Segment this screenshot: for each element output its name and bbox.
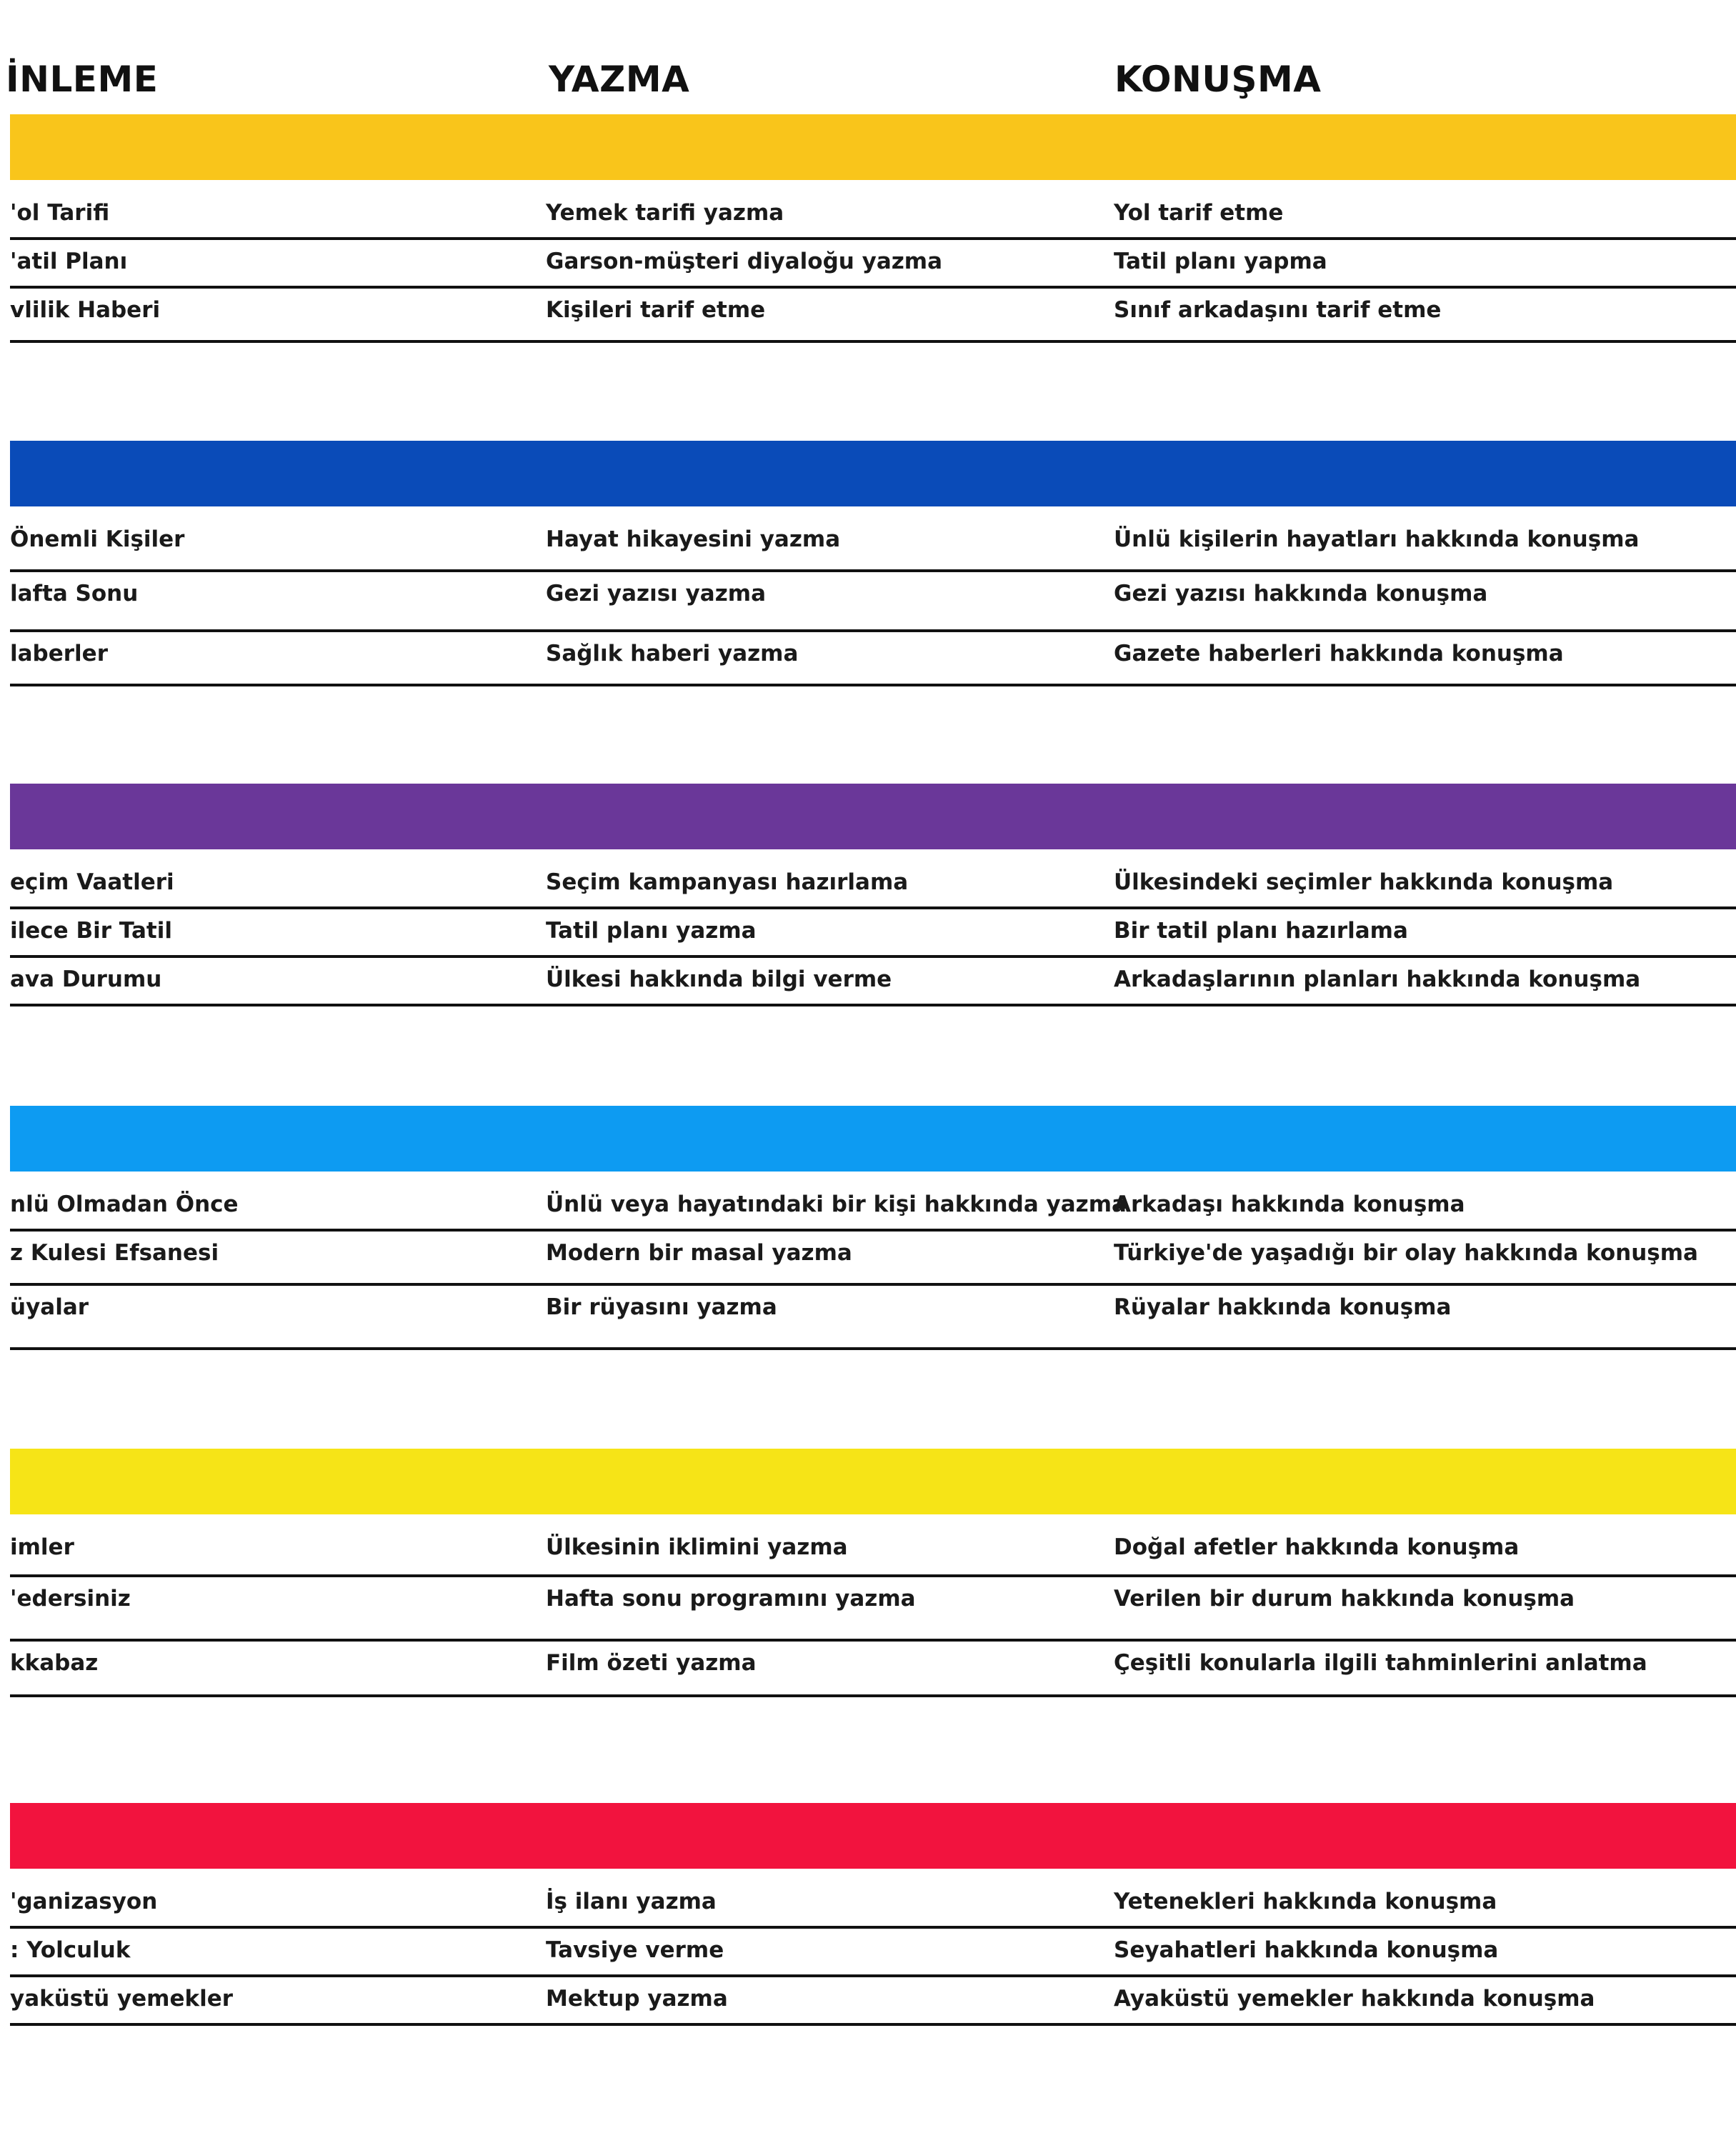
table-row	[10, 1526, 1736, 1577]
table-row	[10, 518, 1736, 572]
cell-dinleme: 'ol Tarifi	[10, 200, 110, 226]
cell-dinleme: eçim Vaatleri	[10, 869, 174, 895]
cell-yazma: Modern bir masal yazma	[546, 1240, 852, 1266]
cell-yazma: Sağlık haberi yazma	[546, 641, 799, 666]
cell-konusma: Doğal afetler hakkında konuşma	[1114, 1534, 1520, 1560]
table-row	[10, 958, 1736, 1006]
cell-yazma: Ülkesinin iklimini yazma	[546, 1534, 848, 1560]
cell-yazma: Bir rüyasını yazma	[546, 1294, 777, 1320]
table-row	[10, 1977, 1736, 2026]
section-color-band	[10, 784, 1736, 849]
table-row	[10, 1183, 1736, 1232]
cell-konusma: Ülkesindeki seçimler hakkında konuşma	[1114, 869, 1614, 895]
cell-dinleme: kkabaz	[10, 1650, 99, 1676]
table-row	[10, 1642, 1736, 1697]
table-row	[10, 191, 1736, 240]
table-row	[10, 1880, 1736, 1929]
cell-yazma: Ülkesi hakkında bilgi verme	[546, 966, 892, 992]
cell-konusma: Yol tarif etme	[1114, 200, 1284, 226]
table-row	[10, 1577, 1736, 1642]
table-row	[10, 909, 1736, 958]
table-row	[10, 1232, 1736, 1286]
cell-konusma: Yetenekleri hakkında konuşma	[1114, 1889, 1497, 1914]
cell-yazma: Kişileri tarif etme	[546, 297, 766, 323]
section-color-band	[10, 1449, 1736, 1514]
cell-yazma: Mektup yazma	[546, 1986, 728, 2012]
cell-konusma: Türkiye'de yaşadığı bir olay hakkında konuşma	[1114, 1240, 1698, 1266]
cell-dinleme: : Yolculuk	[10, 1937, 131, 1963]
cell-yazma: İş ilanı yazma	[546, 1889, 717, 1914]
cell-konusma: Gazete haberleri hakkında konuşma	[1114, 641, 1564, 666]
cell-yazma: Hayat hikayesini yazma	[546, 526, 841, 552]
cell-dinleme: 'edersiniz	[10, 1586, 131, 1612]
cell-yazma: Seçim kampanyası hazırlama	[546, 869, 909, 895]
cell-dinleme: nlü Olmadan Önce	[10, 1192, 239, 1217]
section-color-band	[10, 1106, 1736, 1172]
table-row	[10, 1286, 1736, 1350]
table-row	[10, 1929, 1736, 1977]
table-row	[10, 632, 1736, 686]
cell-dinleme: vlilik Haberi	[10, 297, 161, 323]
cell-konusma: Seyahatleri hakkında konuşma	[1114, 1937, 1499, 1963]
column-header-yazma: YAZMA	[549, 59, 690, 100]
cell-konusma: Verilen bir durum hakkında konuşma	[1114, 1586, 1575, 1612]
cell-dinleme: laberler	[10, 641, 108, 666]
cell-konusma: Tatil planı yapma	[1114, 249, 1327, 274]
table-row	[10, 861, 1736, 909]
cell-dinleme: Önemli Kişiler	[10, 526, 185, 552]
section-color-band	[10, 441, 1736, 506]
cell-konusma: Sınıf arkadaşını tarif etme	[1114, 297, 1442, 323]
table-row	[10, 572, 1736, 632]
cell-konusma: Gezi yazısı hakkında konuşma	[1114, 581, 1488, 606]
cell-konusma: Bir tatil planı hazırlama	[1114, 918, 1408, 944]
table-row	[10, 289, 1736, 343]
cell-yazma: Hafta sonu programını yazma	[546, 1586, 916, 1612]
cell-dinleme: 'ganizasyon	[10, 1889, 158, 1914]
cell-dinleme: lafta Sonu	[10, 581, 139, 606]
cell-konusma: Arkadaşlarının planları hakkında konuşma	[1114, 966, 1641, 992]
cell-dinleme: yaküstü yemekler	[10, 1986, 234, 2012]
cell-dinleme: ilece Bir Tatil	[10, 918, 172, 944]
cell-konusma: Ünlü kişilerin hayatları hakkında konuşma	[1114, 526, 1640, 552]
cell-konusma: Çeşitli konularla ilgili tahminlerini anlatma	[1114, 1650, 1647, 1676]
section-color-band	[10, 1803, 1736, 1869]
cell-yazma: Garson-müşteri diyaloğu yazma	[546, 249, 943, 274]
cell-konusma: Ayaküstü yemekler hakkında konuşma	[1114, 1986, 1595, 2012]
cell-dinleme: ava Durumu	[10, 966, 162, 992]
cell-yazma: Film özeti yazma	[546, 1650, 757, 1676]
cell-dinleme: z Kulesi Efsanesi	[10, 1240, 219, 1266]
cell-yazma: Yemek tarifi yazma	[546, 200, 784, 226]
cell-yazma: Tatil planı yazma	[546, 918, 757, 944]
cell-konusma: Rüyalar hakkında konuşma	[1114, 1294, 1452, 1320]
cell-dinleme: 'atil Planı	[10, 249, 128, 274]
cell-yazma: Gezi yazısı yazma	[546, 581, 766, 606]
column-header-dinleme: İNLEME	[6, 59, 159, 100]
cell-konusma: Arkadaşı hakkında konuşma	[1114, 1192, 1465, 1217]
cell-dinleme: üyalar	[10, 1294, 89, 1320]
cell-yazma: Tavsiye verme	[546, 1937, 724, 1963]
section-color-band	[10, 114, 1736, 180]
cell-yazma: Ünlü veya hayatındaki bir kişi hakkında yazma	[546, 1192, 1127, 1217]
cell-dinleme: imler	[10, 1534, 74, 1560]
table-row	[10, 240, 1736, 289]
column-header-konusma: KONUŞMA	[1114, 59, 1322, 100]
